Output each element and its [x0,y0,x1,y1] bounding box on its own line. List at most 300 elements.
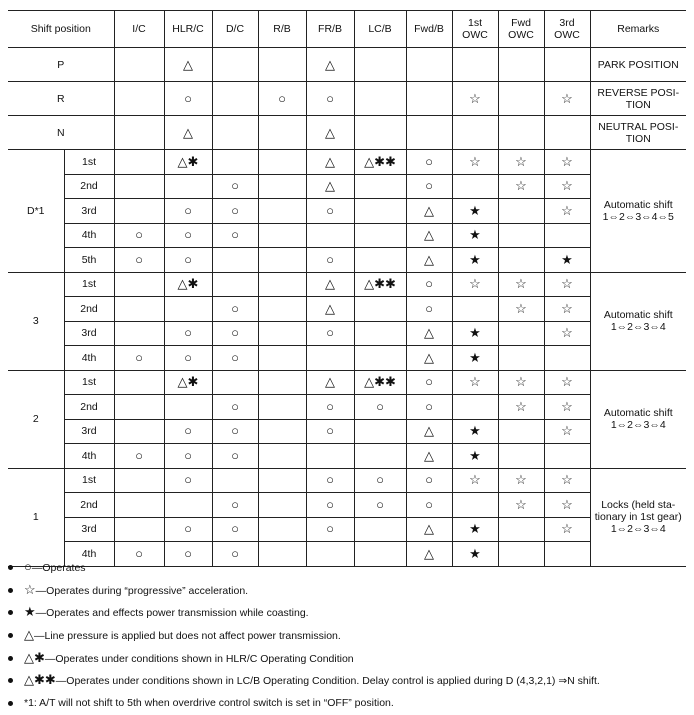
element-cell [212,82,258,116]
table-row [8,346,686,371]
legend-text: —Operates [31,562,86,574]
element-cell [498,493,544,518]
element-cell [354,321,406,346]
element-cell [114,493,164,518]
element-cell [306,395,354,420]
element-cell [498,116,544,150]
element-cell [452,419,498,444]
line-pressure-triangle-icon: △ [325,153,335,169]
operates-circle-icon: ○ [231,202,239,218]
element-cell [498,395,544,420]
legend-text: *1: A/T will not shift to 5th when overdrive control switch is set in “OFF” position. [24,697,394,710]
gear-cell: 1st [64,150,114,175]
element-cell [406,116,452,150]
legend-item [8,647,688,670]
table-row [8,199,686,224]
operates-circle-icon: ○ [425,178,433,194]
header-1st-owc-line2: OWC [462,29,488,41]
legend-item [8,692,688,715]
element-cell [164,48,212,82]
element-cell [452,517,498,542]
element-cell [544,468,590,493]
element-cell [498,48,544,82]
element-cell [452,223,498,248]
element-cell [306,116,354,150]
bullet-icon [8,701,13,706]
element-cell [258,370,306,395]
element-cell [114,272,164,297]
element-cell [258,297,306,322]
operates-circle-icon: ○ [135,227,143,243]
element-cell [114,174,164,199]
element-cell [164,82,212,116]
operates-circle-icon: ○ [425,472,433,488]
line-pressure-triangle-icon: △ [325,374,335,390]
element-cell [498,444,544,469]
element-cell [212,297,258,322]
element-cell [452,370,498,395]
header-lcb: LC/B [354,11,406,48]
element-cell [114,150,164,175]
legend-entry [24,692,394,714]
element-cell [406,370,452,395]
progressive-star-icon: ☆ [561,472,573,488]
element-cell [306,370,354,395]
operates-circle-icon: ○ [326,496,334,512]
operates-circle-icon: ○ [326,325,334,341]
table-row [8,116,686,150]
element-cell [354,48,406,82]
element-cell [114,468,164,493]
table-row [8,223,686,248]
element-cell [354,199,406,224]
coasting-star-icon: ★ [469,545,481,561]
element-cell [164,174,212,199]
element-cell [498,174,544,199]
legend-symbol-icon: ★ [24,604,36,620]
element-cell [452,444,498,469]
gear-cell: 2nd [64,297,114,322]
legend-entry [24,669,600,692]
line-pressure-triangle-icon: △ [424,545,434,561]
operates-circle-icon: ○ [326,398,334,414]
element-cell [544,297,590,322]
table-row [8,174,686,199]
bullet-icon [8,656,13,661]
element-cell [258,346,306,371]
coasting-star-icon: ★ [469,423,481,439]
element-cell [406,468,452,493]
operates-circle-icon: ○ [231,447,239,463]
progressive-star-icon: ☆ [469,374,481,390]
element-cell [354,517,406,542]
element-cell [452,321,498,346]
progressive-star-icon: ☆ [515,178,527,194]
header-fwd-owc-line2: OWC [508,29,534,41]
element-cell [498,223,544,248]
element-cell [114,419,164,444]
progressive-star-icon: ☆ [515,398,527,414]
element-cell [498,248,544,273]
operates-circle-icon: ○ [184,545,192,561]
hlrc-condition-icon: △✱ [177,153,199,169]
progressive-star-icon: ☆ [515,496,527,512]
remarks-cell [590,272,686,370]
element-cell [258,174,306,199]
element-cell [452,116,498,150]
element-cell [498,150,544,175]
legend-entry [24,601,309,624]
element-cell [306,248,354,273]
bullet-icon [8,633,13,638]
gear-cell: 4th [64,444,114,469]
coasting-star-icon: ★ [469,325,481,341]
element-cell [452,493,498,518]
operates-circle-icon: ○ [135,251,143,267]
header-3rd-owc-line1: 3rd [559,17,575,29]
element-cell [258,321,306,346]
element-cell [306,174,354,199]
element-cell [164,468,212,493]
remarks-cell [590,150,686,273]
element-cell [544,248,590,273]
element-cell [212,272,258,297]
table-row [8,493,686,518]
line-pressure-triangle-icon: △ [424,521,434,537]
table-row [8,370,686,395]
element-cell [212,223,258,248]
operates-circle-icon: ○ [184,90,192,106]
element-cell [406,199,452,224]
header-fwdb: Fwd/B [406,11,452,48]
element-cell [114,321,164,346]
operates-circle-icon: ○ [425,374,433,390]
progressive-star-icon: ☆ [561,423,573,439]
element-cell [306,297,354,322]
remarks-cell: NEUTRAL POSI-TION [590,116,686,150]
operates-circle-icon: ○ [376,398,384,414]
element-cell [164,199,212,224]
legend-symbol-icon: △ [24,627,34,643]
element-cell [164,444,212,469]
coasting-star-icon: ★ [469,521,481,537]
table-row [8,395,686,420]
legend-text: —Operates under conditions shown in HLR/C Operating Condition [44,652,354,665]
element-cell [114,48,164,82]
element-cell [114,297,164,322]
gear-cell: 2nd [64,395,114,420]
element-cell [354,223,406,248]
element-cell [306,223,354,248]
header-1st-owc-line1: 1st [467,17,482,29]
element-cell [212,370,258,395]
element-cell [212,346,258,371]
progressive-star-icon: ☆ [561,153,573,169]
element-cell [544,199,590,224]
table-row [8,419,686,444]
legend-item [8,601,688,624]
element-cell [258,272,306,297]
legend-text: —Operates and effects power transmission while coasting. [35,607,309,620]
element-cell [114,82,164,116]
legend [8,556,688,715]
element-cell [354,248,406,273]
gear-cell: 5th [64,248,114,273]
operates-circle-icon: ○ [184,227,192,243]
progressive-star-icon: ☆ [515,374,527,390]
table-row [8,517,686,542]
line-pressure-triangle-icon: △ [325,124,335,140]
legend-symbol-icon: ○ [24,559,32,574]
header-frb: FR/B [306,11,354,48]
element-cell [452,297,498,322]
element-cell [406,517,452,542]
element-cell [406,82,452,116]
header-remarks: Remarks [590,11,686,48]
element-cell [306,444,354,469]
element-cell [406,174,452,199]
element-cell [212,419,258,444]
element-cell [212,321,258,346]
line-pressure-triangle-icon: △ [424,325,434,341]
element-cell [306,346,354,371]
element-cell [354,370,406,395]
element-cell [114,248,164,273]
element-cell [406,248,452,273]
element-cell [212,493,258,518]
element-cell [406,272,452,297]
remarks-line: Automatic shift [603,198,673,211]
legend-entry [24,556,86,579]
operates-circle-icon: ○ [376,472,384,488]
legend-text: —Line pressure is applied but does not affect power transmission. [34,630,341,643]
element-cell [406,419,452,444]
gear-cell: 1st [64,468,114,493]
operates-circle-icon: ○ [184,521,192,537]
progressive-star-icon: ☆ [469,90,481,106]
element-cell [544,321,590,346]
element-cell [306,199,354,224]
element-cell [306,272,354,297]
element-cell [306,150,354,175]
gear-cell: 3rd [64,199,114,224]
element-cell [544,82,590,116]
element-cell [406,346,452,371]
remarks-line: Automatic shift [603,407,673,419]
coasting-star-icon: ★ [469,227,481,243]
operates-circle-icon: ○ [231,545,239,561]
element-cell [452,248,498,273]
operates-circle-icon: ○ [231,496,239,512]
gear-cell: 3rd [64,321,114,346]
header-1st-owc [452,11,498,48]
gear-cell: 4th [64,542,114,567]
operates-circle-icon: ○ [135,447,143,463]
element-cell [406,321,452,346]
progressive-star-icon: ☆ [561,300,573,316]
element-cell [164,346,212,371]
operates-circle-icon: ○ [184,349,192,365]
operates-circle-icon: ○ [326,202,334,218]
hlrc-condition-icon: △✱ [177,374,199,390]
element-cell [354,419,406,444]
element-cell [544,150,590,175]
lcb-condition-icon: △✱✱ [364,153,396,169]
progressive-star-icon: ☆ [561,496,573,512]
operates-circle-icon: ○ [376,496,384,512]
element-cell [164,419,212,444]
hlrc-condition-icon: △✱ [177,276,199,292]
operates-circle-icon: ○ [231,178,239,194]
progressive-star-icon: ☆ [561,276,573,292]
operation-table [8,10,686,567]
operates-circle-icon: ○ [425,496,433,512]
remarks-line: Locks (held sta-tionary in 1st gear) [594,499,682,523]
legend-symbol-icon: △✱✱ [24,672,56,688]
header-3rd-owc-line2: OWC [554,29,580,41]
line-pressure-triangle-icon: △ [325,276,335,292]
element-cell [258,199,306,224]
table-row [8,82,686,116]
table-body [8,48,686,567]
element-cell [164,116,212,150]
element-cell [212,517,258,542]
element-cell [498,419,544,444]
element-cell [164,321,212,346]
legend-entry [24,579,248,602]
element-cell [452,395,498,420]
bullet-icon [8,678,13,683]
gear-cell: 3rd [64,517,114,542]
line-pressure-triangle-icon: △ [424,349,434,365]
line-pressure-triangle-icon: △ [424,227,434,243]
element-cell [544,116,590,150]
operates-circle-icon: ○ [326,251,334,267]
remarks-cell [590,468,686,566]
table-row [8,297,686,322]
element-cell [498,199,544,224]
legend-symbol-icon: △✱ [24,649,45,665]
coasting-star-icon: ★ [469,447,481,463]
remarks-shift-sequence: 1⇔2⇔3⇔4 [610,321,666,333]
element-cell [354,272,406,297]
table-row [8,150,686,175]
progressive-star-icon: ☆ [561,521,573,537]
element-cell [406,48,452,82]
gear-cell: 1st [64,272,114,297]
element-cell [212,48,258,82]
element-cell [354,346,406,371]
element-cell [164,272,212,297]
lcb-condition-icon: △✱✱ [364,374,396,390]
element-cell [354,82,406,116]
element-cell [452,468,498,493]
table-row [8,248,686,273]
progressive-star-icon: ☆ [469,153,481,169]
element-cell [212,199,258,224]
element-cell [114,370,164,395]
line-pressure-triangle-icon: △ [424,447,434,463]
element-cell [354,174,406,199]
operates-circle-icon: ○ [326,472,334,488]
element-cell [258,468,306,493]
element-cell [164,517,212,542]
element-cell [212,116,258,150]
element-cell [306,517,354,542]
line-pressure-triangle-icon: △ [183,124,193,140]
remarks-cell: PARK POSITION [590,48,686,82]
element-cell [544,346,590,371]
element-cell [164,223,212,248]
element-cell [258,82,306,116]
header-fwd-owc-line1: Fwd [511,17,531,29]
lcb-condition-icon: △✱✱ [364,276,396,292]
element-cell [452,346,498,371]
header-fwd-owc [498,11,544,48]
header-dc: D/C [212,11,258,48]
element-cell [498,517,544,542]
line-pressure-triangle-icon: △ [325,300,335,316]
coasting-star-icon: ★ [469,251,481,267]
operates-circle-icon: ○ [425,300,433,316]
gear-cell: 3rd [64,419,114,444]
gear-cell: 2nd [64,493,114,518]
element-cell [114,517,164,542]
operates-circle-icon: ○ [326,521,334,537]
element-cell [306,321,354,346]
element-cell [354,395,406,420]
progressive-star-icon: ☆ [561,398,573,414]
element-cell [354,150,406,175]
progressive-star-icon: ☆ [515,472,527,488]
element-cell [258,395,306,420]
element-cell [354,444,406,469]
gear-cell: 4th [64,346,114,371]
line-pressure-triangle-icon: △ [325,56,335,72]
line-pressure-triangle-icon: △ [424,251,434,267]
element-cell [452,272,498,297]
element-cell [406,444,452,469]
header-3rd-owc [544,11,590,48]
remarks-line: Automatic shift [603,309,673,321]
progressive-star-icon: ☆ [469,472,481,488]
operates-circle-icon: ○ [184,423,192,439]
progressive-star-icon: ☆ [515,300,527,316]
legend-item [8,579,688,602]
legend-symbol-icon: ☆ [24,581,36,597]
operates-circle-icon: ○ [231,398,239,414]
progressive-star-icon: ☆ [561,325,573,341]
element-cell [498,370,544,395]
element-cell [164,395,212,420]
range-cell: 2 [8,370,64,468]
element-cell [258,48,306,82]
table-row [8,468,686,493]
element-cell [114,444,164,469]
element-cell [258,419,306,444]
header-ic: I/C [114,11,164,48]
bullet-icon [8,588,13,593]
element-cell [258,248,306,273]
element-cell [544,272,590,297]
element-cell [212,395,258,420]
element-cell [114,116,164,150]
operates-circle-icon: ○ [425,153,433,169]
progressive-star-icon: ☆ [561,178,573,194]
line-pressure-triangle-icon: △ [325,178,335,194]
line-pressure-triangle-icon: △ [183,56,193,72]
table-row [8,272,686,297]
